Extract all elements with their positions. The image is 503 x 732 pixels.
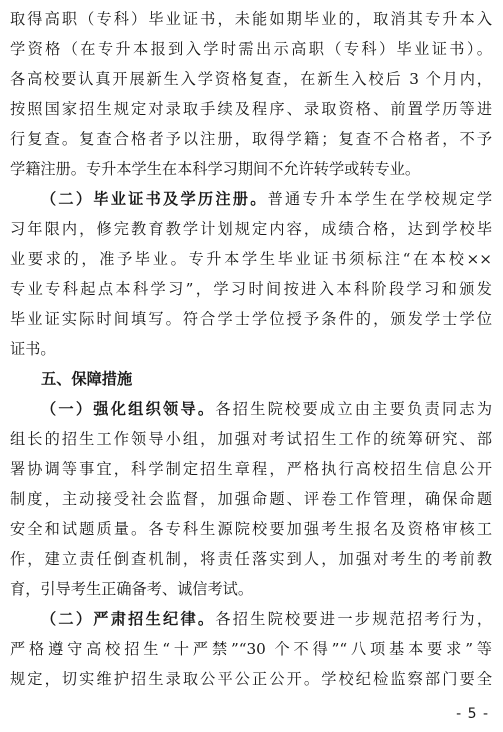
body-line: 按照国家招生规定对录取手续及程序、录取资格、前置学历等进: [10, 100, 492, 118]
body-line: 制度，主动接受社会监督，加强命题、评卷工作管理，确保命题: [10, 490, 492, 508]
body-line: 行复查。复查合格者予以注册，取得学籍；复查不合格者，不予: [10, 130, 492, 148]
section-title: （二）毕业证书及学历注册。: [41, 190, 268, 208]
body-line: 作，建立责任倒查机制，将责任落实到人，加强对考生的考前教: [10, 550, 492, 568]
document-page: [10, 4, 492, 694]
body-line: 安全和试题质量。各专科生源院校要加强考生报名及资格审核工: [10, 520, 492, 538]
section-first-line-text: 普通专升本学生在学校规定学: [267, 190, 493, 208]
body-line: 规定，切实维护招生录取公平公正公开。学校纪检监察部门要全: [10, 670, 492, 688]
body-line: 业要求的，准予毕业。专升本学生毕业证书须标注“在本校××: [10, 250, 492, 268]
body-line: 学籍注册。专升本学生在本科学习期间不允许转学或转专业。: [10, 160, 421, 178]
body-line: 严格遵守高校招生“十严禁”“30 个不得”“八项基本要求”等: [10, 640, 492, 658]
measure-paragraph-start: [10, 604, 492, 634]
page-number: - 5 -: [456, 706, 489, 722]
body-line: 证书。: [10, 340, 56, 358]
chapter-heading: 五、保障措施: [41, 370, 133, 388]
body-line: 专业专科起点本科学习”，学习时间按进入本科阶段学习和颁发: [10, 280, 492, 298]
body-line: 取得高职（专科）毕业证书，未能如期毕业的，取消其专升本入: [10, 10, 492, 28]
body-line: 署协调等事宜，科学制定招生章程，严格执行高校招生信息公开: [10, 460, 492, 478]
section-paragraph-start: [10, 184, 492, 214]
body-line: 育，引导考生正确备考、诚信考试。: [10, 580, 253, 598]
measure-title: （一）强化组织领导。: [41, 400, 216, 418]
measure-first-line-text: 各招生院校要进一步规范招考行为，: [215, 610, 493, 628]
body-line: 各高校要认真开展新生入学资格复查，在新生入校后 3 个月内，: [10, 70, 492, 88]
body-line: 学资格（在专升本报到入学时需出示高职（专科）毕业证书）。: [10, 40, 492, 58]
body-line: 毕业证实际时间填写。符合学士学位授予条件的，颁发学士学位: [10, 310, 492, 328]
body-line: 习年限内，修完教育教学计划规定内容，成绩合格，达到学校毕: [10, 220, 492, 238]
measure-title: （二）严肃招生纪律。: [41, 610, 216, 628]
body-line: 组长的招生工作领导小组，加强对考试招生工作的统筹研究、部: [10, 430, 492, 448]
measure-first-line-text: 各招生院校要成立由主要负责同志为: [215, 400, 493, 418]
measure-paragraph-start: [10, 394, 492, 424]
